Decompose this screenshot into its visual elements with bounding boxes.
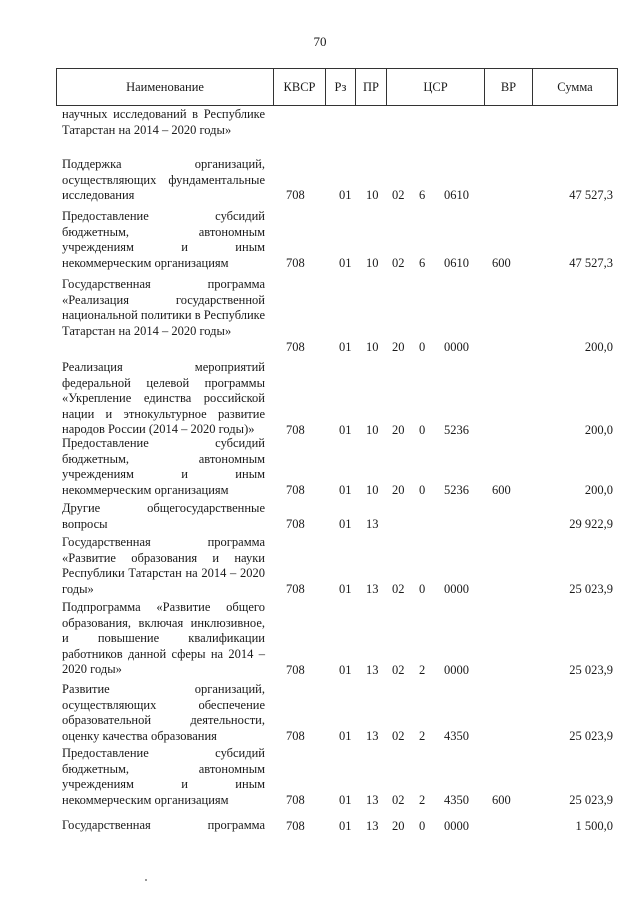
cell-csr-subprogram: 0 [419, 339, 426, 354]
cell-sum: 1 500,0 [575, 818, 613, 833]
cell-kvsr: 708 [286, 255, 305, 270]
table-row [56, 277, 618, 355]
header-csr: ЦСР [387, 69, 485, 105]
cell-csr-subprogram: 6 [419, 255, 426, 270]
cell-kvsr: 708 [286, 728, 305, 743]
cell-sum: 200,0 [584, 422, 613, 437]
cell-csr-code: 4350 [444, 728, 469, 743]
cell-sum: 25 023,9 [569, 662, 613, 677]
cell-pr: 13 [366, 581, 379, 596]
cell-csr-code: 0000 [444, 339, 469, 354]
cell-sum: 25 023,9 [569, 728, 613, 743]
table-row [56, 436, 618, 498]
cell-csr-code: 4350 [444, 792, 469, 807]
cell-sum: 47 527,3 [569, 255, 613, 270]
cell-kvsr: 708 [286, 792, 305, 807]
cell-csr-code: 0000 [444, 581, 469, 596]
cell-pr: 10 [366, 255, 379, 270]
cell-rz: 01 [339, 339, 352, 354]
cell-csr-program: 20 [392, 339, 405, 354]
table-row [56, 535, 618, 597]
cell-csr-program: 20 [392, 818, 405, 833]
cell-pr: 13 [366, 792, 379, 807]
cell-kvsr: 708 [286, 482, 305, 497]
header-vr: ВР [485, 69, 533, 105]
cell-kvsr: 708 [286, 339, 305, 354]
row-name: Государственная программа [62, 818, 265, 832]
cell-rz: 01 [339, 792, 352, 807]
row-name: Другие общегосударственные вопросы [62, 501, 265, 531]
cell-rz: 01 [339, 728, 352, 743]
cell-kvsr: 708 [286, 818, 305, 833]
cell-sum: 25 023,9 [569, 792, 613, 807]
cell-csr-program: 02 [392, 255, 405, 270]
cell-rz: 01 [339, 662, 352, 677]
cell-kvsr: 708 [286, 422, 305, 437]
cell-csr-subprogram: 0 [419, 581, 426, 596]
cell-csr-program: 02 [392, 792, 405, 807]
cell-csr-subprogram: 6 [419, 187, 426, 202]
cell-rz: 01 [339, 422, 352, 437]
row-name: Государственная программа «Развитие образования и науки Республики Татарстан на 2014 – 2020 годы» [62, 535, 265, 596]
cell-kvsr: 708 [286, 187, 305, 202]
cell-csr-subprogram: 0 [419, 818, 426, 833]
cell-pr: 10 [366, 482, 379, 497]
table-row [56, 682, 618, 744]
cell-vr: 600 [492, 482, 511, 497]
cell-csr-program: 02 [392, 662, 405, 677]
cell-rz: 01 [339, 818, 352, 833]
cell-pr: 13 [366, 728, 379, 743]
table-row [56, 157, 618, 203]
cell-pr: 10 [366, 339, 379, 354]
cell-csr-program: 20 [392, 482, 405, 497]
cell-csr-code: 0000 [444, 818, 469, 833]
row-name: Поддержка организаций, осуществляющих фундаментальные исследования [62, 157, 265, 202]
cell-csr-program: 02 [392, 581, 405, 596]
cell-csr-program: 02 [392, 187, 405, 202]
cell-rz: 01 [339, 516, 352, 531]
cell-pr: 13 [366, 516, 379, 531]
table-row [56, 360, 618, 438]
cell-csr-subprogram: 2 [419, 662, 426, 677]
cell-sum: 200,0 [584, 482, 613, 497]
cell-rz: 01 [339, 187, 352, 202]
scan-speck [145, 879, 147, 881]
cell-csr-program: 02 [392, 728, 405, 743]
cell-csr-code: 0610 [444, 255, 469, 270]
row-name: Предоставление субсидий бюджетным, автономным учреждениям и иным некоммерческим организациям [62, 746, 265, 807]
cell-csr-code: 5236 [444, 482, 469, 497]
cell-csr-subprogram: 2 [419, 728, 426, 743]
cell-sum: 47 527,3 [569, 187, 613, 202]
table-header [56, 68, 618, 106]
cell-csr-subprogram: 0 [419, 422, 426, 437]
cell-vr: 600 [492, 792, 511, 807]
cell-csr-code: 0000 [444, 662, 469, 677]
cell-kvsr: 708 [286, 516, 305, 531]
cell-sum: 29 922,9 [569, 516, 613, 531]
table-row [56, 209, 618, 271]
cell-csr-subprogram: 0 [419, 482, 426, 497]
table-row [56, 818, 618, 834]
row-name: научных исследований в Республике Татарстан на 2014 – 2020 годы» [62, 107, 265, 137]
cell-pr: 10 [366, 422, 379, 437]
header-name: Наименование [57, 69, 274, 105]
cell-csr-program: 20 [392, 422, 405, 437]
row-name: Государственная программа «Реализация государственной национальной политики в Республике Татарстан на 2014 – 2020 годы» [62, 277, 265, 338]
cell-vr: 600 [492, 255, 511, 270]
cell-pr: 13 [366, 818, 379, 833]
cell-csr-code: 5236 [444, 422, 469, 437]
header-pr: ПР [356, 69, 387, 105]
table-row [56, 107, 618, 153]
row-name: Предоставление субсидий бюджетным, автономным учреждениям и иным некоммерческим организациям [62, 209, 265, 270]
header-sum: Сумма [557, 80, 593, 94]
cell-sum: 200,0 [584, 339, 613, 354]
cell-rz: 01 [339, 255, 352, 270]
table-row [56, 501, 618, 532]
row-name: Предоставление субсидий бюджетным, автономным учреждениям и иным некоммерческим организациям [62, 436, 265, 497]
cell-csr-subprogram: 2 [419, 792, 426, 807]
cell-pr: 13 [366, 662, 379, 677]
table-row [56, 600, 618, 678]
row-name: Реализация мероприятий федеральной целевой программы «Укрепление единства российской нации и этнокультурное развитие народов России (2014 – 2020 годы)» [62, 360, 265, 436]
cell-rz: 01 [339, 581, 352, 596]
header-rz: Рз [326, 69, 356, 105]
cell-pr: 10 [366, 187, 379, 202]
header-kvsr: КВСР [274, 69, 326, 105]
row-name: Развитие организаций, осуществляющих обеспечение образовательной деятельности, оценку качества образования [62, 682, 265, 743]
table-row [56, 746, 618, 808]
cell-csr-code: 0610 [444, 187, 469, 202]
row-name: Подпрограмма «Развитие общего образования, включая инклюзивное, и повышение квалификации работников данной сферы на 2014 – 2020 годы» [62, 600, 265, 676]
cell-kvsr: 708 [286, 581, 305, 596]
cell-rz: 01 [339, 482, 352, 497]
page-number: 70 [313, 34, 327, 49]
cell-kvsr: 708 [286, 662, 305, 677]
cell-sum: 25 023,9 [569, 581, 613, 596]
